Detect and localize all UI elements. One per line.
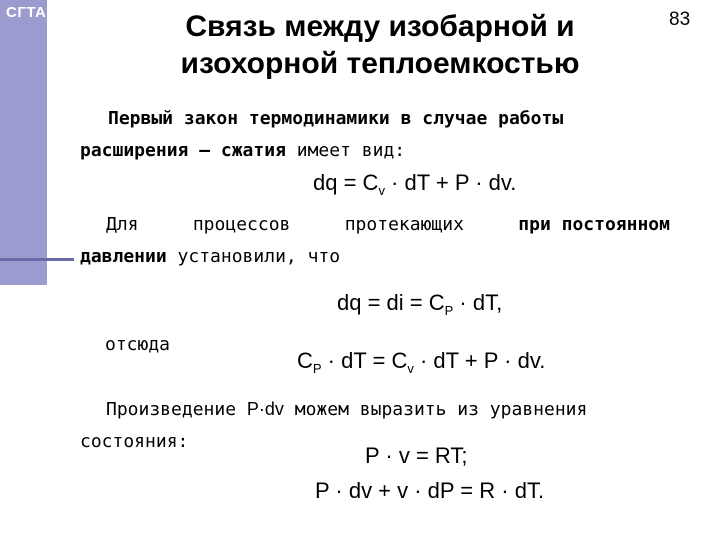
logo-text: СГТА: [6, 4, 47, 21]
p2-bold-line2: давлении: [80, 246, 167, 267]
paragraph-first-law: [80, 103, 680, 167]
p2-line1: [80, 209, 670, 241]
equation-3: $C_P$ · dT = $C_v$ · dT + P · dv.: [297, 348, 546, 376]
paragraph-isobaric: [80, 209, 670, 273]
slide-title: [120, 8, 640, 82]
page-number: 83: [669, 9, 691, 30]
paragraph-hence: отсюда: [105, 334, 171, 355]
sidebar-bar: [0, 0, 47, 285]
p4-line1: [80, 393, 690, 426]
p2-word3: протекающих: [344, 214, 464, 235]
equation-1: dq = $C_v$ · dT + P · dv.: [313, 170, 517, 198]
p2-word1: Для: [106, 214, 139, 235]
p1-rest: имеет вид:: [285, 140, 406, 161]
p2-bold-words: при постоянном: [518, 214, 670, 235]
p4-end: можем выразить из уравнения: [283, 399, 588, 420]
equation-2: dq = di = $C_P$ · dT,: [337, 290, 503, 318]
title-line-2: изохорной теплоемкостью: [180, 47, 580, 80]
p2-rest: установили, что: [166, 246, 341, 267]
equation-5: P · dv + v · dP = R · dT.: [315, 478, 545, 503]
title-line-1: Связь между изобарной и: [185, 10, 575, 43]
p2-word2: процессов: [192, 214, 291, 235]
p1-bold-line2: расширения – сжатия: [80, 140, 286, 161]
divider-line: [0, 258, 74, 261]
p4-start: Произведение: [106, 399, 247, 420]
p1-bold-line1: Первый закон термодинамики в случае работы: [108, 108, 564, 129]
equation-4: P · v = RT;: [365, 443, 468, 468]
p4-expression: P·dv: [246, 399, 284, 419]
p4-line2: состояния:: [80, 431, 189, 452]
